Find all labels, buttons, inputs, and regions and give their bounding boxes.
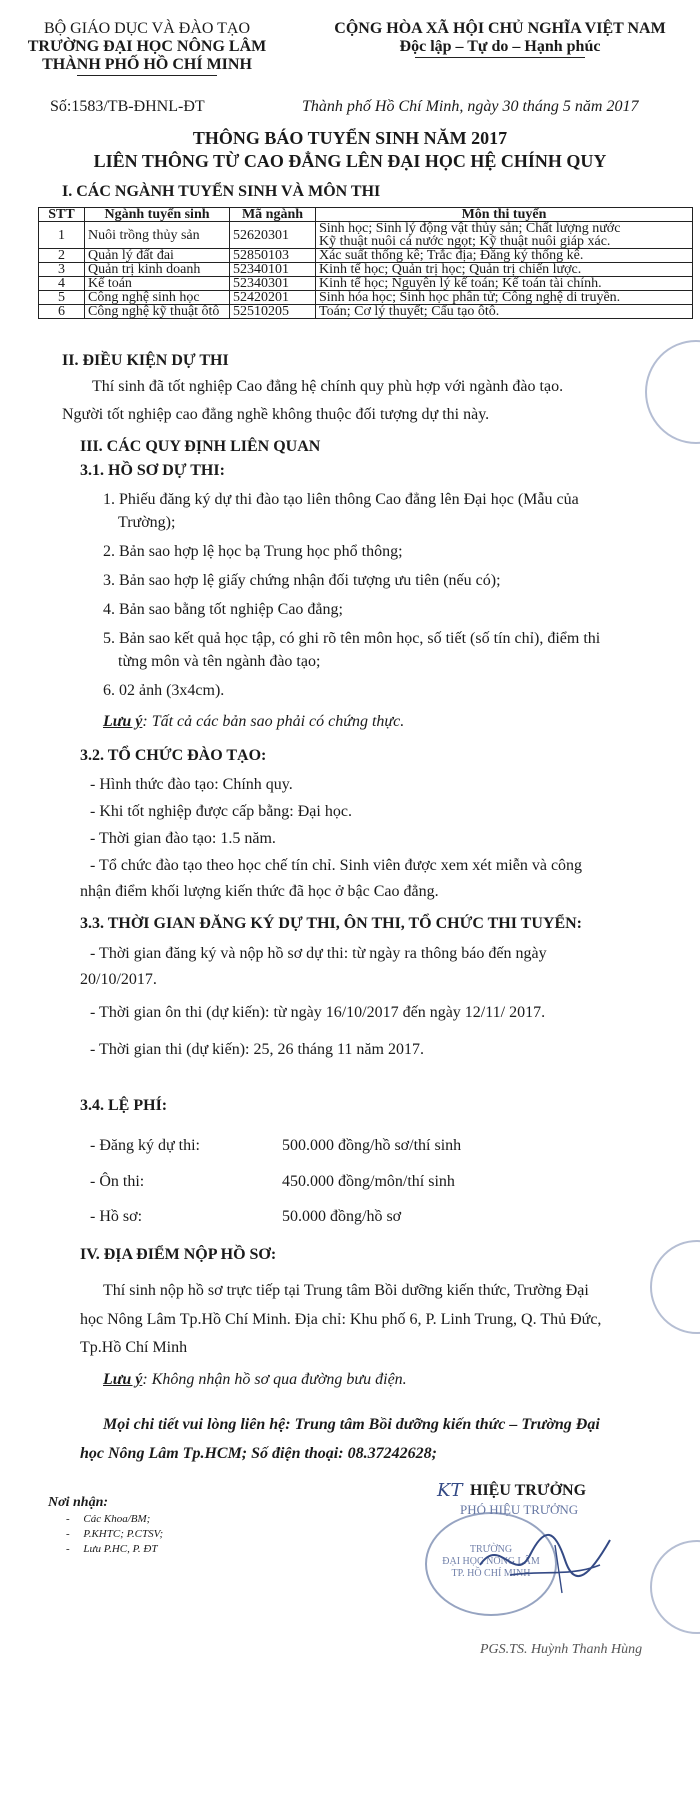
- schedule-item: - Thời gian thi (dự kiến): 25, 26 tháng 11 năm 2017.: [90, 1041, 424, 1058]
- kt-mark: KT: [437, 1480, 463, 1501]
- section-1-heading: I. CÁC NGÀNH TUYỂN SINH VÀ MÔN THI: [62, 183, 381, 200]
- table-header-row: [39, 208, 693, 222]
- item-5-cont: từng môn và tên ngành đào tạo;: [118, 653, 321, 670]
- motto: Độc lập – Tự do – Hạnh phúc: [399, 38, 601, 55]
- training-item: - Tổ chức đào tạo theo học chế tín chỉ. Sinh viên được xem xét miễn và công: [90, 857, 583, 874]
- item-3: 3. Bản sao hợp lệ giấy chứng nhận đối tượng ưu tiên (nếu có);: [103, 572, 501, 589]
- majors-table: [38, 207, 693, 319]
- item-2: 2. Bản sao hợp lệ học bạ Trung học phổ thông;: [103, 543, 403, 560]
- title-line-2: LIÊN THÔNG TỪ CAO ĐẲNG LÊN ĐẠI HỌC HỆ CHÍNH QUY: [93, 151, 607, 171]
- address-line: Tp.Hồ Chí Minh: [80, 1339, 188, 1356]
- section-3-2-heading: 3.2. TỔ CHỨC ĐÀO TẠO:: [80, 747, 267, 764]
- training-item-cont: nhận điểm khối lượng kiến thức đã học ở bậc Cao đẳng.: [80, 883, 439, 900]
- section-3-heading: III. CÁC QUY ĐỊNH LIÊN QUAN: [80, 438, 321, 455]
- fee-value: 500.000 đồng/hồ sơ/thí sinh: [282, 1137, 462, 1154]
- address-line: học Nông Lâm Tp.Hồ Chí Minh. Địa chỉ: Khu phố 6, P. Linh Trung, Q. Thủ Đức,: [80, 1311, 602, 1328]
- header-underline: [77, 75, 217, 76]
- note-3-1: [103, 712, 404, 732]
- col-header-mon: Môn thi tuyển: [316, 208, 693, 222]
- table-row: 6 Công nghệ kỹ thuật ôtô 52510205 Toán; Cơ lý thuyết; Cấu tạo ôtô.: [39, 305, 693, 319]
- motto-underline: [415, 57, 585, 58]
- table-row: 2 Quản lý đất đai 52850103 Xác suất thống kê; Trắc địa; Đăng ký thống kê.: [39, 249, 693, 263]
- signature-title: HIỆU TRƯỞNG: [470, 1482, 587, 1499]
- republic-name: CỘNG HÒA XÃ HỘI CHỦ NGHĨA VIỆT NAM: [334, 20, 666, 37]
- table-row: 5 Công nghệ sinh học 52420201 Sinh hóa học; Sinh học phân tử; Công nghệ di truyền.: [39, 291, 693, 305]
- table-row: 1 Nuôi trồng thủy sản 52620301 Sinh học; Sinh lý động vật thủy sản; Chất lượng nước Kỹ thuật nuôi cá nước ngọt; Kỹ thuật nuôi giáp xác.: [39, 222, 693, 249]
- table-row: 4 Kế toán 52340301 Kinh tế học; Nguyên lý kế toán; Kế toán tài chính.: [39, 277, 693, 291]
- training-item: - Khi tốt nghiệp được cấp bằng: Đại học.: [90, 803, 352, 820]
- ministry-name: BỘ GIÁO DỤC VÀ ĐÀO TẠO: [43, 20, 251, 37]
- training-item: - Thời gian đào tạo: 1.5 năm.: [90, 830, 276, 847]
- contact-line-2: học Nông Lâm Tp.HCM; Số điện thoại: 08.37242628;: [80, 1445, 437, 1462]
- item-1-cont: Trường);: [118, 514, 176, 531]
- schedule-item: - Thời gian đăng ký và nộp hồ sơ dự thi: từ ngày ra thông báo đến ngày: [90, 945, 547, 962]
- edge-stamp-top: [645, 340, 700, 444]
- note-text: : Không nhận hồ sơ qua đường bưu điện.: [142, 1371, 407, 1388]
- fee-value: 450.000 đồng/môn/thí sinh: [282, 1173, 455, 1190]
- section-2-text-2: Người tốt nghiệp cao đẳng nghề không thuộc đối tượng dự thi này.: [62, 406, 490, 423]
- vice-title: PHÓ HIỆU TRƯỞNG: [460, 1502, 579, 1517]
- handwritten-signature: [470, 1515, 620, 1605]
- col-header-nganh: Ngành tuyển sinh: [85, 208, 230, 222]
- section-3-4-heading: 3.4. LỆ PHÍ:: [80, 1097, 168, 1114]
- training-item: - Hình thức đào tạo: Chính quy.: [90, 776, 293, 793]
- item-4: 4. Bản sao bằng tốt nghiệp Cao đẳng;: [103, 601, 343, 618]
- recipients-list: [66, 1512, 163, 1557]
- table-row: 3 Quản trị kinh doanh 52340101 Kinh tế học; Quản trị học; Quản trị chiến lược.: [39, 263, 693, 277]
- schedule-item-cont: 20/10/2017.: [80, 971, 157, 988]
- note-4: [103, 1370, 407, 1390]
- section-3-1-heading: 3.1. HỒ SƠ DỰ THI:: [80, 462, 225, 479]
- institution-header: [22, 20, 272, 76]
- section-2-text-1: Thí sinh đã tốt nghiệp Cao đẳng hệ chính quy phù hợp với ngành đào tạo.: [92, 378, 564, 395]
- edge-stamp-mid: [650, 1240, 700, 1334]
- university-name: TRƯỜNG ĐẠI HỌC NÔNG LÂM: [27, 38, 267, 55]
- recipient-item: - Các Khoa/BM;: [66, 1513, 151, 1525]
- item-5: 5. Bản sao kết quả học tập, có ghi rõ tên môn học, số tiết (số tín chỉ), điểm thi: [103, 630, 601, 647]
- fee-label: - Hồ sơ:: [90, 1208, 143, 1225]
- republic-header: [300, 20, 700, 58]
- col-header-stt: STT: [39, 208, 85, 222]
- recipients-heading: Nơi nhận:: [48, 1495, 109, 1510]
- recipient-item: - P.KHTC; P.CTSV;: [66, 1528, 164, 1540]
- section-4-heading: IV. ĐỊA ĐIỂM NỘP HỒ SƠ:: [80, 1246, 277, 1263]
- note-text: : Tất cả các bản sao phải có chứng thực.: [142, 713, 405, 730]
- fee-value: 50.000 đồng/hồ sơ: [282, 1208, 402, 1225]
- item-6: 6. 02 ảnh (3x4cm).: [103, 682, 225, 699]
- col-header-ma: Mã ngành: [230, 208, 316, 222]
- note-label: Lưu ý: [103, 1371, 143, 1388]
- schedule-item: - Thời gian ôn thi (dự kiến): từ ngày 16/10/2017 đến ngày 12/11/ 2017.: [90, 1004, 546, 1021]
- edge-stamp-bottom: [650, 1540, 700, 1634]
- address-line: Thí sinh nộp hồ sơ trực tiếp tại Trung tâm Bồi dưỡng kiến thức, Trường Đại: [103, 1282, 589, 1299]
- signer-name: PGS.TS. Huỳnh Thanh Hùng: [480, 1642, 643, 1657]
- doc-number: Số:1583/TB-ĐHNL-ĐT: [50, 98, 205, 115]
- section-2-heading: II. ĐIỀU KIỆN DỰ THI: [62, 352, 229, 369]
- recipient-item: - Lưu P.HC, P. ĐT: [66, 1543, 158, 1555]
- city-name: THÀNH PHỐ HỒ CHÍ MINH: [42, 56, 252, 73]
- stamp-text: TRƯỜNG ĐẠI HỌC NÔNG LÂM TP. HỒ CHÍ MINH: [442, 1544, 540, 1579]
- fee-label: - Đăng ký dự thi:: [90, 1137, 200, 1154]
- item-1: 1. Phiếu đăng ký dự thi đào tạo liên thông Cao đẳng lên Đại học (Mẫu của: [103, 491, 579, 508]
- fee-label: - Ôn thi:: [90, 1173, 145, 1190]
- contact-line-1: Mọi chi tiết vui lòng liên hệ: Trung tâm Bồi dưỡng kiến thức – Trường Đại: [103, 1416, 600, 1433]
- section-3-3-heading: 3.3. THỜI GIAN ĐĂNG KÝ DỰ THI, ÔN THI, TỔ CHỨC THI TUYỂN:: [80, 915, 583, 932]
- title-line-1: THÔNG BÁO TUYỂN SINH NĂM 2017: [192, 128, 508, 148]
- note-label: Lưu ý: [103, 713, 143, 730]
- date-line: Thành phố Hồ Chí Minh, ngày 30 tháng 5 năm 2017: [302, 98, 639, 115]
